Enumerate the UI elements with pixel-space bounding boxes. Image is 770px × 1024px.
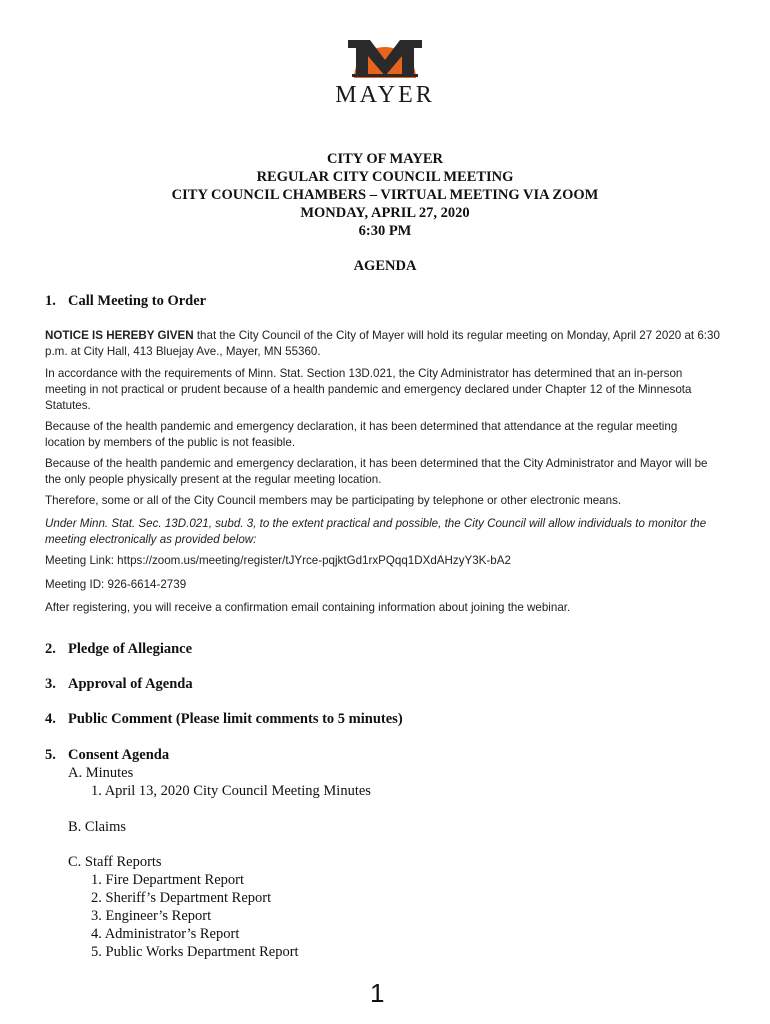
meeting-link[interactable]: Meeting Link: https://zoom.us/meeting/register/tJYrce-pqjktGd1rxPQqq1DXdAHzyY3K-bA2 <box>45 554 511 567</box>
section-5-heading: 5. Consent Agenda <box>45 747 170 763</box>
staff-report-administrator: 4. Administrator’s Report <box>91 926 240 942</box>
registration-note: After registering, you will receive a confirmation email containing information about joining the webinar. <box>45 601 571 614</box>
header-location: CITY COUNCIL CHAMBERS – VIRTUAL MEETING VIA ZOOM <box>171 187 599 203</box>
notice-paragraph: NOTICE IS HEREBY GIVEN that the City Council of the City of Mayer will hold its regular meeting on Monday, April 27 2020 at 6:30 p.m. at City Hall, 413 Bluejay Ave., Mayer, MN 55360. <box>45 329 720 358</box>
staff-report-engineer: 3. Engineer’s Report <box>91 908 212 924</box>
consent-item-claims: B. Claims <box>68 819 127 835</box>
page-number: 1 <box>370 978 385 1008</box>
header-time: 6:30 PM <box>358 223 412 239</box>
section-2-heading: 2. Pledge of Allegiance <box>45 641 193 657</box>
requirements-paragraph: In accordance with the requirements of Minn. Stat. Section 13D.021, the City Administrator has determined that an in-person meeting in not practical or prudent because of a health pandemic and emergency declared under Chapter 12 of the Minnesota Statutes. <box>45 367 692 412</box>
consent-item-staff-reports: C. Staff Reports <box>68 854 162 870</box>
staff-report-fire: 1. Fire Department Report <box>91 872 245 888</box>
statute-paragraph: Under Minn. Stat. Sec. 13D.021, subd. 3, to the extent practical and possible, the City Council will allow individuals to monitor the meeting electronically as provided below: <box>45 517 707 546</box>
logo-wordmark: MAYER <box>335 82 435 108</box>
consent-item-minutes: A. Minutes <box>68 765 134 781</box>
staff-report-public-works: 5. Public Works Department Report <box>91 944 299 960</box>
header-city: CITY OF MAYER <box>326 151 443 167</box>
section-4-heading: 4. Public Comment (Please limit comments to 5 minutes) <box>45 711 403 727</box>
header-date: MONDAY, APRIL 27, 2020 <box>300 205 470 221</box>
meeting-header <box>0 150 770 240</box>
header-meeting-type: REGULAR CITY COUNCIL MEETING <box>256 169 514 185</box>
section-3-heading: 3. Approval of Agenda <box>45 676 193 692</box>
section-1-heading: 1. Call Meeting to Order <box>45 293 207 309</box>
meeting-id: Meeting ID: 926-6614-2739 <box>45 578 187 591</box>
physical-presence-paragraph: Because of the health pandemic and emergency declaration, it has been determined that the City Administrator and Mayor will be the only people physically present at the regular meeting location. <box>45 457 708 486</box>
agenda-title: AGENDA <box>353 258 417 274</box>
staff-report-sheriff: 2. Sheriff’s Department Report <box>91 890 272 906</box>
electronic-means-paragraph: Therefore, some or all of the City Council members may be participating by telephone or other electronic means. <box>45 494 622 507</box>
public-attendance-paragraph: Because of the health pandemic and emergency declaration, it has been determined that attendance at the regular meeting location by members of the public is not feasible. <box>45 420 678 449</box>
consent-subitem-minutes-april-13: 1. April 13, 2020 City Council Meeting Minutes <box>91 783 371 799</box>
